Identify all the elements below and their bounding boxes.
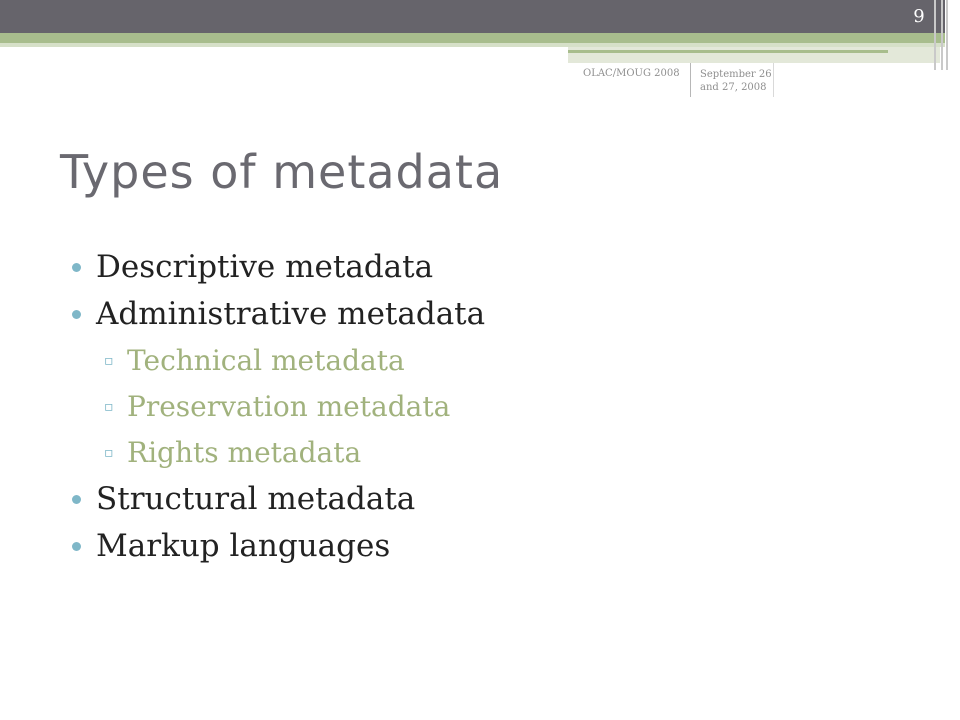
sub-bullet-text: Preservation metadata xyxy=(127,390,451,423)
sub-bullet-item xyxy=(72,384,485,430)
sub-bullet-text: Rights metadata xyxy=(127,436,362,469)
bullet-dot-icon xyxy=(72,495,81,504)
bullet-text: Descriptive metadata xyxy=(96,249,434,285)
square-bullet-icon: ▫ xyxy=(104,445,114,461)
bullet-item xyxy=(72,523,485,570)
header-extension-line xyxy=(568,50,888,53)
footer-date-line2: and 27, 2008 xyxy=(700,82,767,93)
bullet-item xyxy=(72,476,485,523)
footer-divider-2 xyxy=(773,63,774,97)
bullet-dot-icon xyxy=(72,542,81,551)
bullet-item xyxy=(72,291,485,338)
slide-title: Types of metadata xyxy=(60,145,504,199)
header-bar-dark xyxy=(0,0,945,33)
footer-divider xyxy=(690,63,691,97)
sub-bullet-text: Technical metadata xyxy=(127,344,405,377)
sub-bullet-item xyxy=(72,430,485,476)
square-bullet-icon: ▫ xyxy=(104,353,114,369)
slide-number: 9 xyxy=(913,6,925,27)
bullet-text: Markup languages xyxy=(96,528,391,564)
footer-date xyxy=(700,68,780,94)
bullet-text: Administrative metadata xyxy=(96,296,486,332)
header-bar-green xyxy=(0,33,945,43)
sub-bullet-item xyxy=(72,338,485,384)
bullet-dot-icon xyxy=(72,263,81,272)
footer-date-line1: September 26 xyxy=(700,69,772,80)
bullet-text: Structural metadata xyxy=(96,481,416,517)
square-bullet-icon: ▫ xyxy=(104,399,114,415)
footer-event: OLAC/MOUG 2008 xyxy=(583,68,680,79)
bullet-list xyxy=(72,244,485,570)
bullet-item xyxy=(72,244,485,291)
bullet-dot-icon xyxy=(72,310,81,319)
decorative-edge-lines xyxy=(932,0,960,70)
